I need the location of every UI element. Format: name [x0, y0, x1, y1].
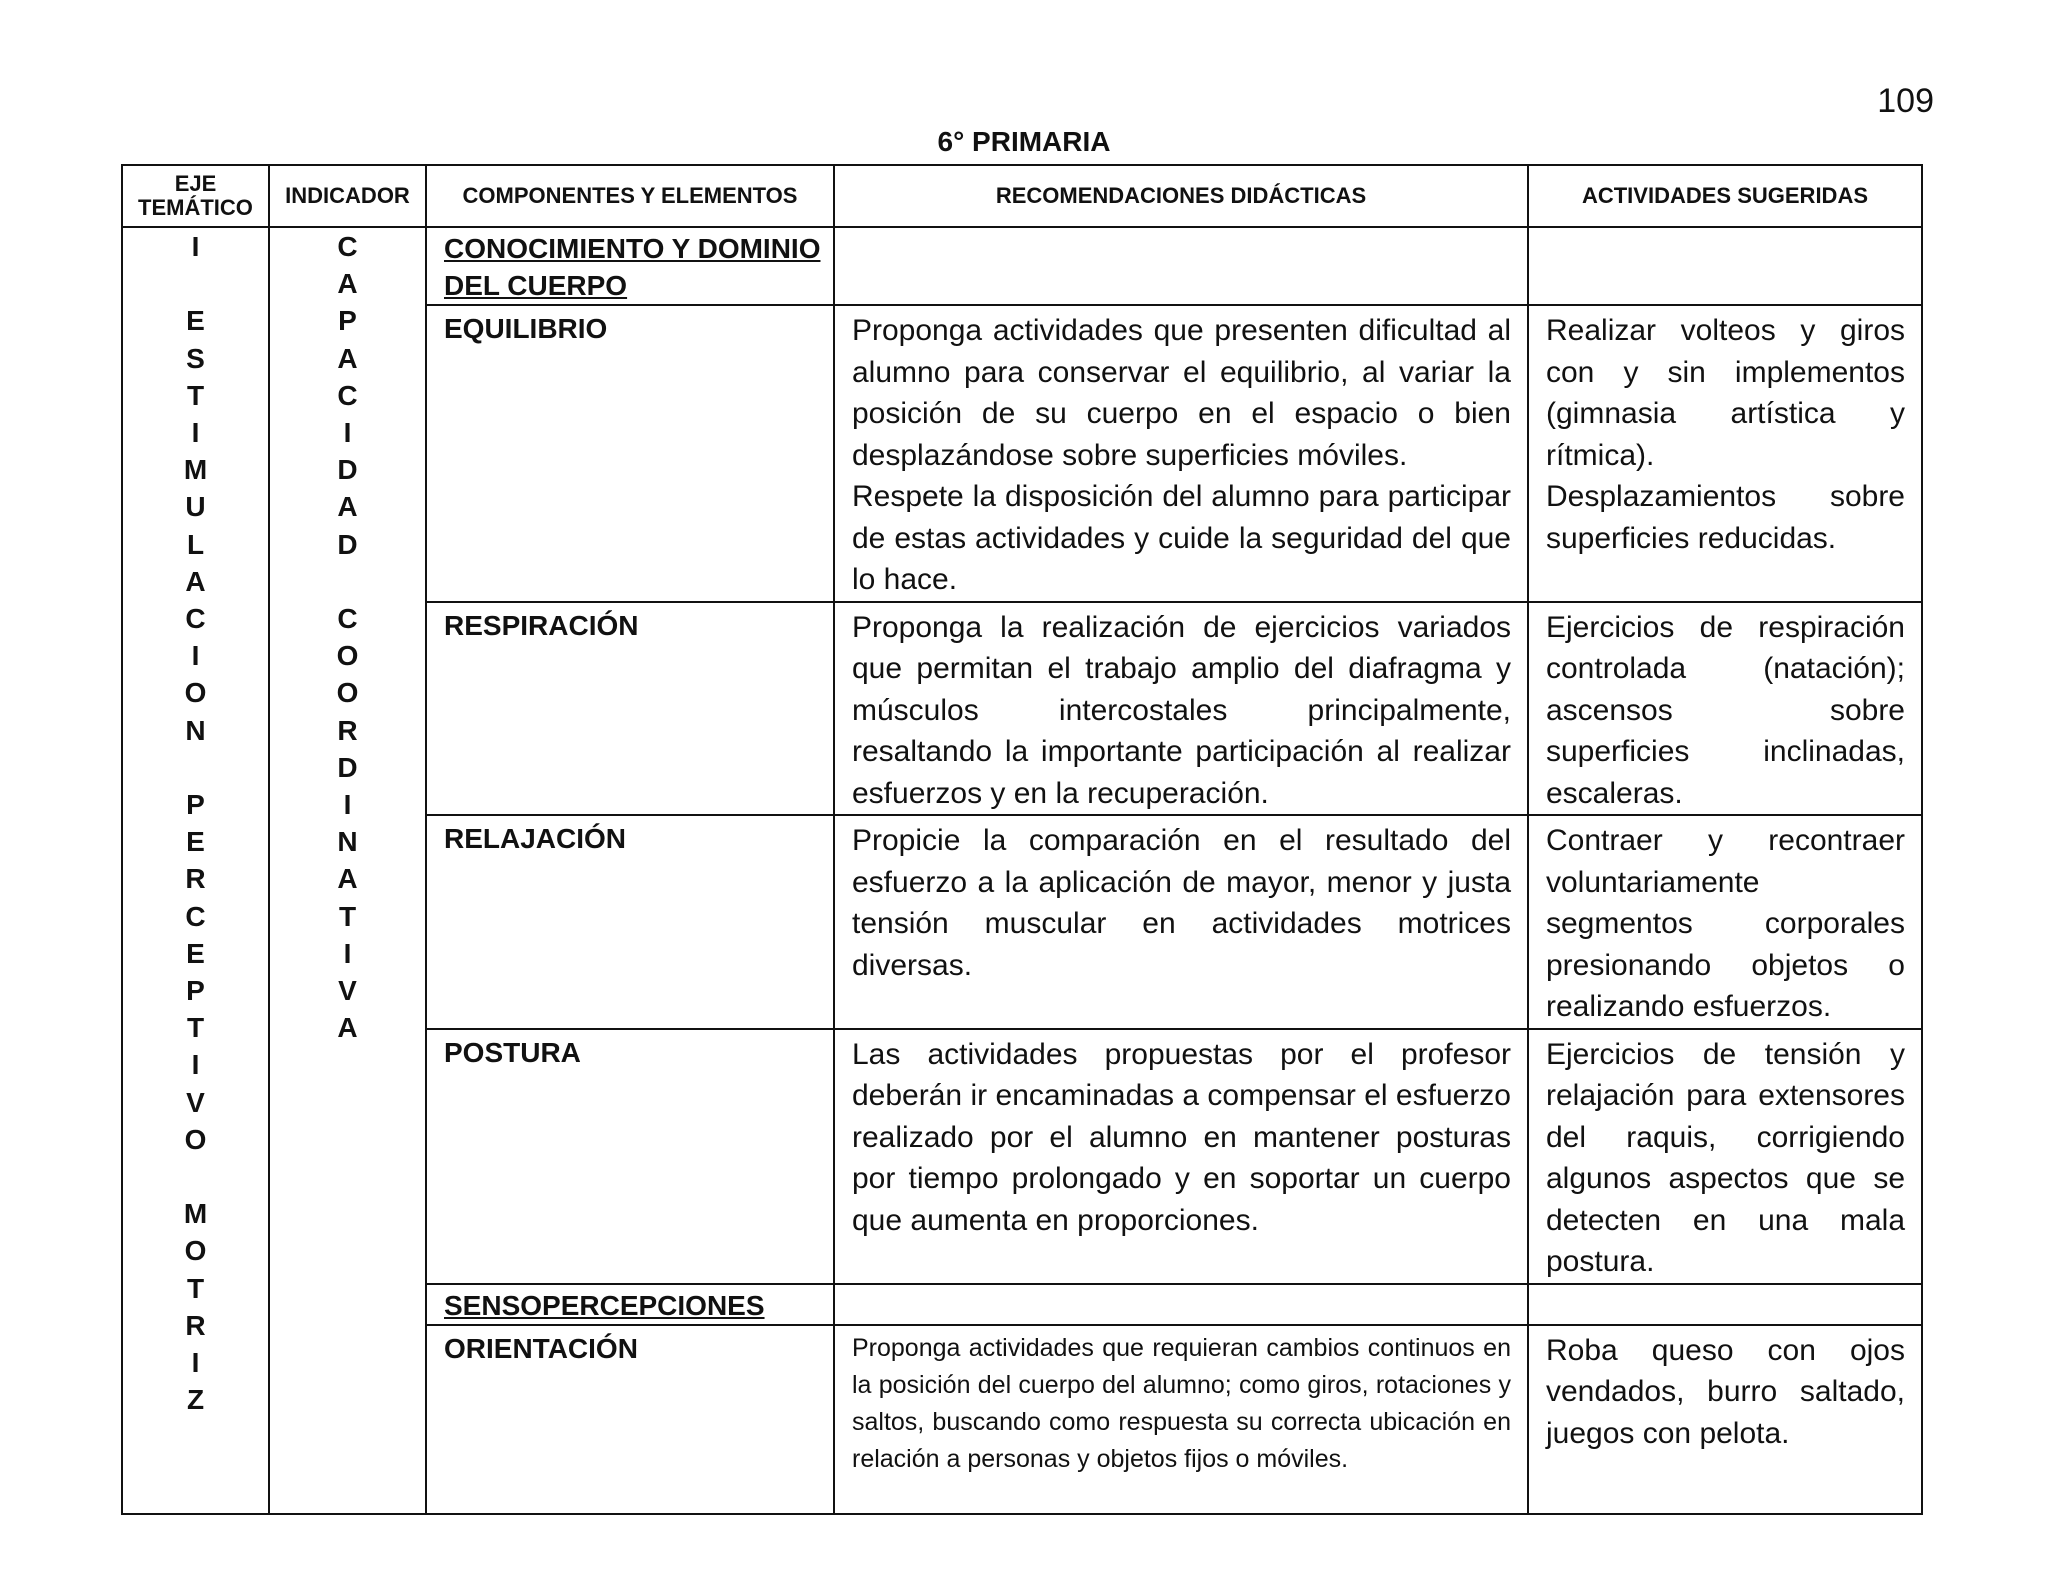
component-cell [426, 815, 834, 1029]
eje-tematico-cell [122, 227, 269, 1514]
empty-cell [1528, 1284, 1922, 1325]
activity-cell [1528, 1029, 1922, 1284]
recommendation-text: Propicie la comparación en el resultado del esfuerzo a la aplicación de mayor, menor y justa tensión muscular en actividades motrices diversas. [852, 824, 1511, 982]
section-heading: SENSOPERCEPCIONES [444, 1289, 765, 1321]
recommendation-paragraph: Proponga actividades que presenten dificultad al alumno para conservar el equilibrio, al variar la posición de su cuerpo en el espacio o bien desplazándose sobre superficies móviles. [852, 314, 1511, 472]
recommendation-cell [834, 305, 1528, 602]
component-label: ORIENTACIÓN [444, 1332, 638, 1364]
header-actividades: ACTIVIDADES SUGERIDAS [1528, 165, 1922, 227]
curriculum-table [121, 164, 1923, 1515]
component-cell [426, 1029, 834, 1284]
component-label: RELAJACIÓN [444, 823, 627, 854]
indicador-cell [269, 227, 426, 1514]
recommendation-text: Las actividades propuestas por el profesor deberán ir encaminadas a compensar el esfuerzo realizado por el alumno en mantener posturas por tiempo prolongado y en soportar un cuerpo que aumenta en proporciones. [852, 1037, 1511, 1237]
component-label: EQUILIBRIO [444, 313, 608, 344]
empty-cell [834, 1284, 1528, 1325]
indicador-vertical-text: C A P A C I D A D C O O R D I N A T I V A [336, 231, 359, 1044]
activity-cell [1528, 815, 1922, 1029]
recommendation-text: Proponga la realización de ejercicios variados que permitan el trabajo amplio del diafragma y músculos intercostales principalmente, resaltando la importante participación al realizar esfuerzos y en la recuperación. [852, 610, 1511, 810]
section-heading-cell [426, 1284, 834, 1325]
section-heading-cell [426, 227, 834, 305]
recommendation-cell [834, 815, 1528, 1029]
recommendation-text: Proponga actividades que requieran cambios continuos en la posición del cuerpo del alumno; como giros, rotaciones y saltos, buscando como respuesta su correcta ubicación en relación a personas y objetos fijos o móviles. [852, 1333, 1511, 1473]
header-indicador: INDICADOR [269, 165, 426, 227]
activity-text: Roba queso con ojos vendados, burro saltado, juegos con pelota. [1546, 1333, 1905, 1450]
empty-cell [834, 227, 1528, 305]
table-header-row [122, 165, 1922, 227]
activity-text: Ejercicios de tensión y relajación para extensores del raquis, corrigiendo algunos aspectos que se detecten en una mala postura. [1546, 1037, 1905, 1278]
recommendation-paragraph: Respete la disposición del alumno para participar de estas actividades y cuide la seguridad del que lo hace. [852, 480, 1511, 596]
eje-vertical-text: I E S T I M U L A C I O N P E R C E P T I V O M O T R I Z [183, 231, 208, 1416]
component-cell [426, 1325, 834, 1514]
header-eje-label: EJE TEMÁTICO [138, 170, 253, 220]
component-label: POSTURA [444, 1036, 581, 1068]
header-eje-tematico [122, 165, 269, 227]
page-title: 6° PRIMARIA [937, 126, 1111, 157]
activity-paragraph: Realizar volteos y giros con y sin implementos (gimnasia artística y rítmica). [1546, 314, 1905, 472]
header-recomendaciones: RECOMENDACIONES DIDÁCTICAS [834, 165, 1528, 227]
header-componentes: COMPONENTES Y ELEMENTOS [426, 165, 834, 227]
activity-paragraph: Desplazamientos sobre superficies reducidas. [1546, 480, 1905, 555]
recommendation-cell [834, 1029, 1528, 1284]
activity-text: Contraer y recontraer voluntariamente segmentos corporales presionando objetos o realizando esfuerzos. [1546, 824, 1905, 1023]
activity-cell [1528, 602, 1922, 816]
component-label: RESPIRACIÓN [444, 609, 639, 641]
component-cell [426, 305, 834, 602]
component-cell [426, 602, 834, 816]
recommendation-cell [834, 1325, 1528, 1514]
activity-text [1529, 306, 1921, 559]
activity-text: Ejercicios de respiración controlada (natación); ascensos sobre superficies inclinadas, escaleras. [1546, 610, 1905, 810]
activity-cell [1528, 1325, 1922, 1514]
page-number: 109 [1877, 82, 1934, 120]
activity-cell [1528, 305, 1922, 602]
table-row [122, 227, 1922, 305]
recommendation-cell [834, 602, 1528, 816]
empty-cell [1528, 227, 1922, 305]
recommendation-text [835, 306, 1527, 601]
section-heading: CONOCIMIENTO Y DOMINIO DEL CUERPO [444, 233, 821, 301]
